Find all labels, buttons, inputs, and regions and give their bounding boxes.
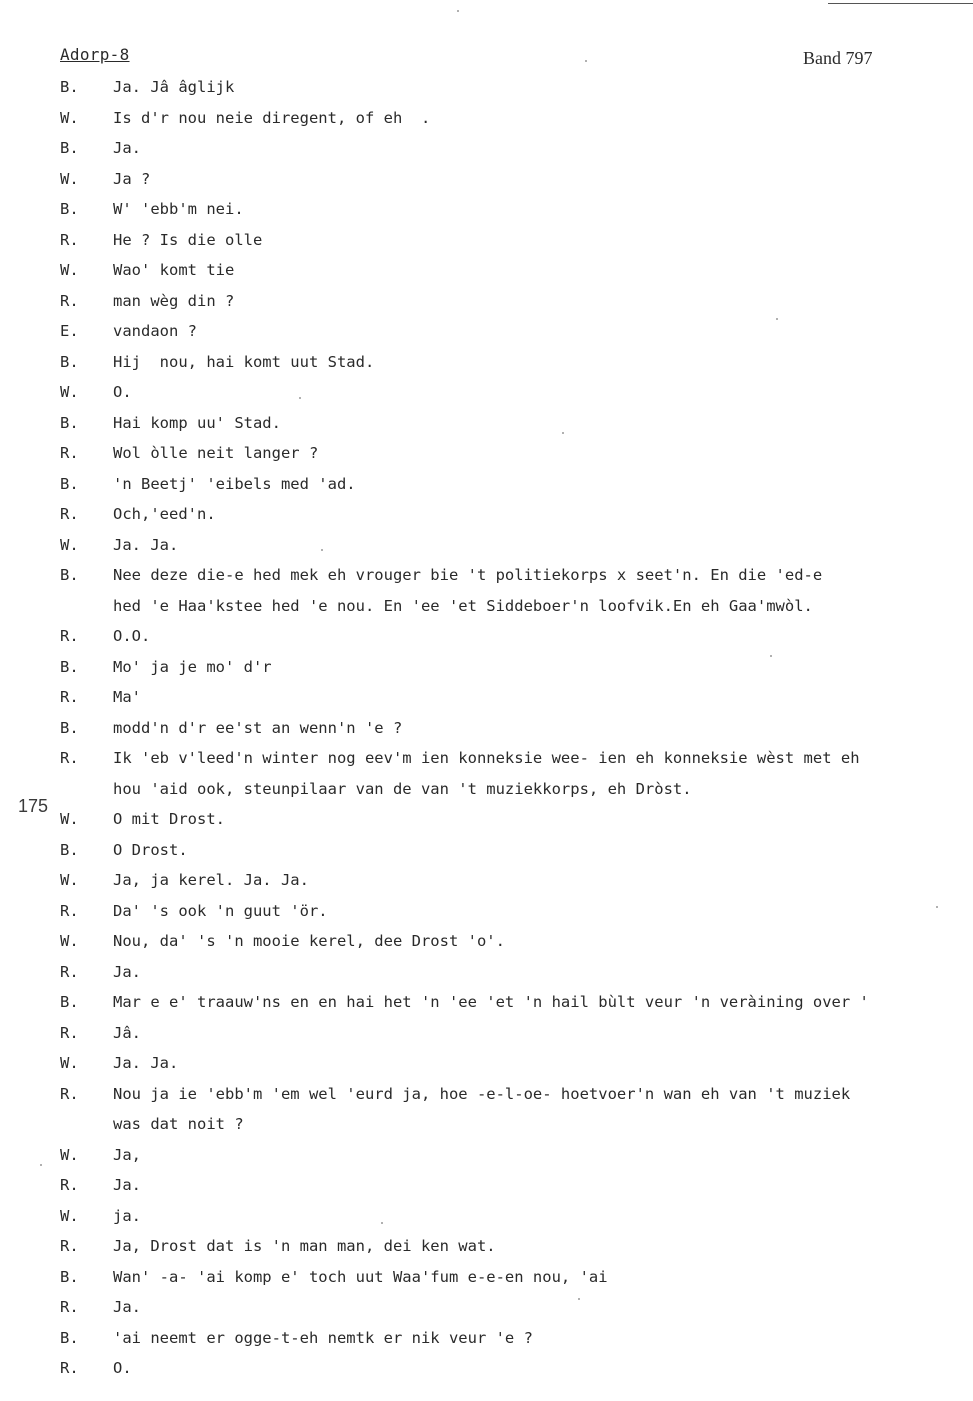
utterance-text: Ja.: [113, 1176, 141, 1194]
speaker-label: W.: [60, 261, 79, 279]
scan-speck: [585, 60, 587, 62]
speaker-label: B.: [60, 993, 79, 1011]
scan-speck: [457, 10, 459, 12]
utterance-text: Nee deze die-e hed mek eh vrouger bie 't politiekorps x seet'n. En die 'ed-e: [113, 566, 823, 584]
utterance-text: man wèg din ?: [113, 292, 235, 310]
speaker-label: R.: [60, 1237, 79, 1255]
speaker-label: B.: [60, 1268, 79, 1286]
utterance-text: Wao' komt tie: [113, 261, 235, 279]
utterance-text: Mo' ja je mo' d'r: [113, 658, 272, 676]
utterance-text: Ja ?: [113, 170, 151, 188]
speaker-label: B.: [60, 566, 79, 584]
utterance-text: O Drost.: [113, 841, 188, 859]
speaker-label: B.: [60, 414, 79, 432]
speaker-label: B.: [60, 200, 79, 218]
speaker-label: B.: [60, 78, 79, 96]
speaker-label: B.: [60, 658, 79, 676]
speaker-label: R.: [60, 627, 79, 645]
speaker-label: W.: [60, 536, 79, 554]
speaker-label: R.: [60, 749, 79, 767]
speaker-label: R.: [60, 1176, 79, 1194]
utterance-text: Wol òlle neit langer ?: [113, 444, 319, 462]
speaker-label: W.: [60, 871, 79, 889]
utterance-text: O.O.: [113, 627, 151, 645]
speaker-label: B.: [60, 353, 79, 371]
scan-speck: [776, 318, 778, 320]
utterance-text: 'ai neemt er ogge-t-eh nemtk er nik veur 'e ?: [113, 1329, 533, 1347]
utterance-text: Ma': [113, 688, 141, 706]
speaker-label: B.: [60, 1329, 79, 1347]
speaker-label: R.: [60, 292, 79, 310]
speaker-label: B.: [60, 719, 79, 737]
utterance-text: Ja,: [113, 1146, 141, 1164]
speaker-label: R.: [60, 231, 79, 249]
speaker-label: R.: [60, 688, 79, 706]
utterance-text: Ja.: [113, 963, 141, 981]
utterance-text: Ja. Ja.: [113, 1054, 179, 1072]
speaker-label: R.: [60, 505, 79, 523]
utterance-text: ja.: [113, 1207, 141, 1225]
utterance-text: Ja, Drost dat is 'n man man, dei ken wat.: [113, 1237, 496, 1255]
utterance-text: modd'n d'r ee'st an wenn'n 'e ?: [113, 719, 403, 737]
utterance-text: Ja. Jâ âglijk: [113, 78, 235, 96]
utterance-text: Ja.: [113, 139, 141, 157]
scan-speck: [299, 397, 301, 399]
utterance-text: Nou ja ie 'ebb'm 'em wel 'eurd ja, hoe -e-l-oe- hoetvoer'n wan eh van 't muziek: [113, 1085, 851, 1103]
utterance-text: Mar e e' traauw'ns en en hai het 'n 'ee 'et 'n hail bùlt veur 'n veràining over ': [113, 993, 869, 1011]
scan-speck: [321, 549, 323, 551]
speaker-label: R.: [60, 444, 79, 462]
utterance-text: He ? Is die olle: [113, 231, 263, 249]
speaker-label: R.: [60, 1024, 79, 1042]
utterance-text: O.: [113, 383, 132, 401]
scan-speck: [40, 1164, 42, 1166]
speaker-label: W.: [60, 1146, 79, 1164]
scan-speck: [936, 906, 938, 908]
utterance-text: Wan' -a- 'ai komp e' toch uut Waa'fum e-e-en nou, 'ai: [113, 1268, 608, 1286]
utterance-text: was dat noit ?: [113, 1115, 244, 1133]
scan-speck: [578, 1298, 580, 1300]
utterance-text: Hai komp uu' Stad.: [113, 414, 281, 432]
utterance-text: Nou, da' 's 'n mooie kerel, dee Drost 'o'.: [113, 932, 505, 950]
speaker-label: R.: [60, 1298, 79, 1316]
tape-number: Band 797: [803, 48, 873, 68]
utterance-text: Hij nou, hai komt uut Stad.: [113, 353, 375, 371]
speaker-label: B.: [60, 475, 79, 493]
scan-speck: [562, 432, 564, 434]
scan-speck: [770, 655, 772, 657]
speaker-label: W.: [60, 170, 79, 188]
speaker-label: R.: [60, 963, 79, 981]
utterance-text: hed 'e Haa'kstee hed 'e nou. En 'ee 'et Siddeboer'n loofvik.En eh Gaa'mwòl.: [113, 597, 813, 615]
utterance-text: Ja.: [113, 1298, 141, 1316]
utterance-text: 'n Beetj' 'eibels med 'ad.: [113, 475, 356, 493]
utterance-text: W' 'ebb'm nei.: [113, 200, 244, 218]
speaker-label: W.: [60, 1207, 79, 1225]
speaker-label: W.: [60, 932, 79, 950]
utterance-text: Da' 's ook 'n guut 'ör.: [113, 902, 328, 920]
utterance-text: Jâ.: [113, 1024, 141, 1042]
speaker-label: R.: [60, 902, 79, 920]
speaker-label: R.: [60, 1085, 79, 1103]
speaker-label: B.: [60, 841, 79, 859]
speaker-label: W.: [60, 109, 79, 127]
utterance-text: Ja. Ja.: [113, 536, 179, 554]
speaker-label: W.: [60, 383, 79, 401]
utterance-text: O mit Drost.: [113, 810, 225, 828]
utterance-text: Ik 'eb v'leed'n winter nog eev'm ien konneksie wee- ien eh konneksie wèst met eh: [113, 749, 860, 767]
utterance-text: Och,'eed'n.: [113, 505, 216, 523]
speaker-label: W.: [60, 810, 79, 828]
utterance-text: Is d'r nou neie diregent, of eh .: [113, 109, 431, 127]
utterance-text: Ja, ja kerel. Ja. Ja.: [113, 871, 309, 889]
speaker-label: R.: [60, 1359, 79, 1377]
utterance-text: vandaon ?: [113, 322, 197, 340]
speaker-label: W.: [60, 1054, 79, 1072]
speaker-label: B.: [60, 139, 79, 157]
margin-line-number: 175: [18, 796, 49, 816]
document-id: Adorp-8: [60, 45, 130, 64]
utterance-text: O.: [113, 1359, 132, 1377]
speaker-label: E.: [60, 322, 79, 340]
scan-speck: [381, 1222, 383, 1224]
utterance-text: hou 'aid ook, steunpilaar van de van 't muziekkorps, eh Dròst.: [113, 780, 692, 798]
